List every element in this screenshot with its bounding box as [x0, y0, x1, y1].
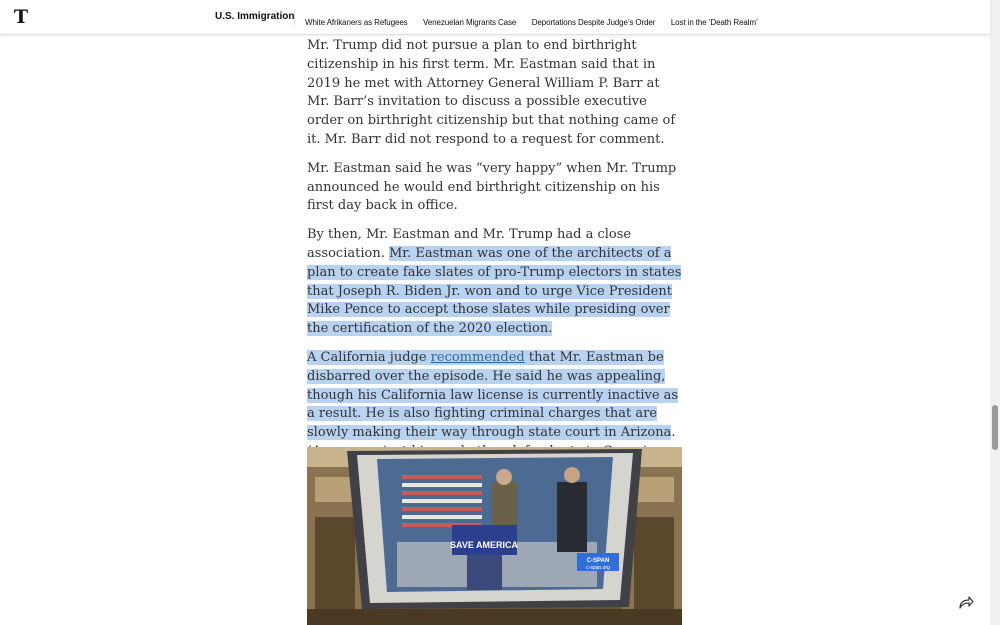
share-arrow-icon — [957, 593, 975, 611]
paragraph-3-text: By then, Mr. Eastman and Mr. Trump had a close association. — [307, 227, 632, 261]
podium-sign-text: SAVE AMERICA — [449, 540, 519, 550]
cspan-logo: C-SPAN — [586, 558, 610, 564]
nav-divider — [294, 9, 295, 25]
hearing-room-photo — [307, 447, 682, 625]
selected-text: Mr. Eastman was one of the architects of a plan to create fake slates of pro-Trump electors in states that Joseph R. Biden Jr. won and to urge Vice President Mike Pence to accept those slates while presiding over the certification of the 2020 election. — [307, 245, 682, 337]
paragraph-3 — [307, 226, 685, 339]
nav-link-death-realm[interactable]: Lost in the ‘Death Realm’ — [670, 18, 758, 27]
nav-links — [305, 12, 769, 27]
top-navigation-bar — [0, 0, 990, 35]
nav-link-deportations[interactable]: Deportations Despite Judge’s Order — [531, 18, 656, 27]
paragraph-1: Mr. Trump did not pursue a plan to end birthright citizenship in his first term. Mr. Eastman said that in 2019 he met with Attorney General William P. Barr at Mr. Barr’s invitation to discuss a possible executive order on birthright citizenship but that nothing came of it. Mr. Barr did not respond to a request for comment. — [307, 38, 676, 147]
page-scrollbar[interactable] — [990, 0, 1000, 625]
nyt-logo[interactable]: T — [13, 6, 29, 28]
selected-text-end: that Mr. Eastman be disbarred over the episode. He said he was appealing, though his California law license is currently inactive as a result. He is also fighting criminal charges that are slowly making their way through state court in Arizona — [307, 349, 679, 441]
paragraph-4-text: . — [671, 425, 676, 441]
share-icon[interactable] — [957, 593, 975, 611]
nav-link-venezuelan[interactable]: Venezuelan Migrants Case — [423, 18, 517, 27]
selected-text-start: A California judge — [307, 349, 431, 365]
paragraph-2: Mr. Eastman said he was “very happy” when Mr. Trump announced he would end birthright citizenship on his first day back in office. — [307, 160, 677, 214]
section-label[interactable]: U.S. Immigration — [215, 11, 295, 22]
scrollbar-thumb[interactable] — [992, 405, 998, 450]
article-body — [307, 37, 685, 491]
article-photo — [307, 447, 682, 625]
nav-link-afrikaners[interactable]: White Afrikaners as Refugees — [305, 18, 408, 27]
recommended-link[interactable]: recommended — [430, 349, 525, 365]
cspan-url: c-span.org — [586, 565, 610, 571]
